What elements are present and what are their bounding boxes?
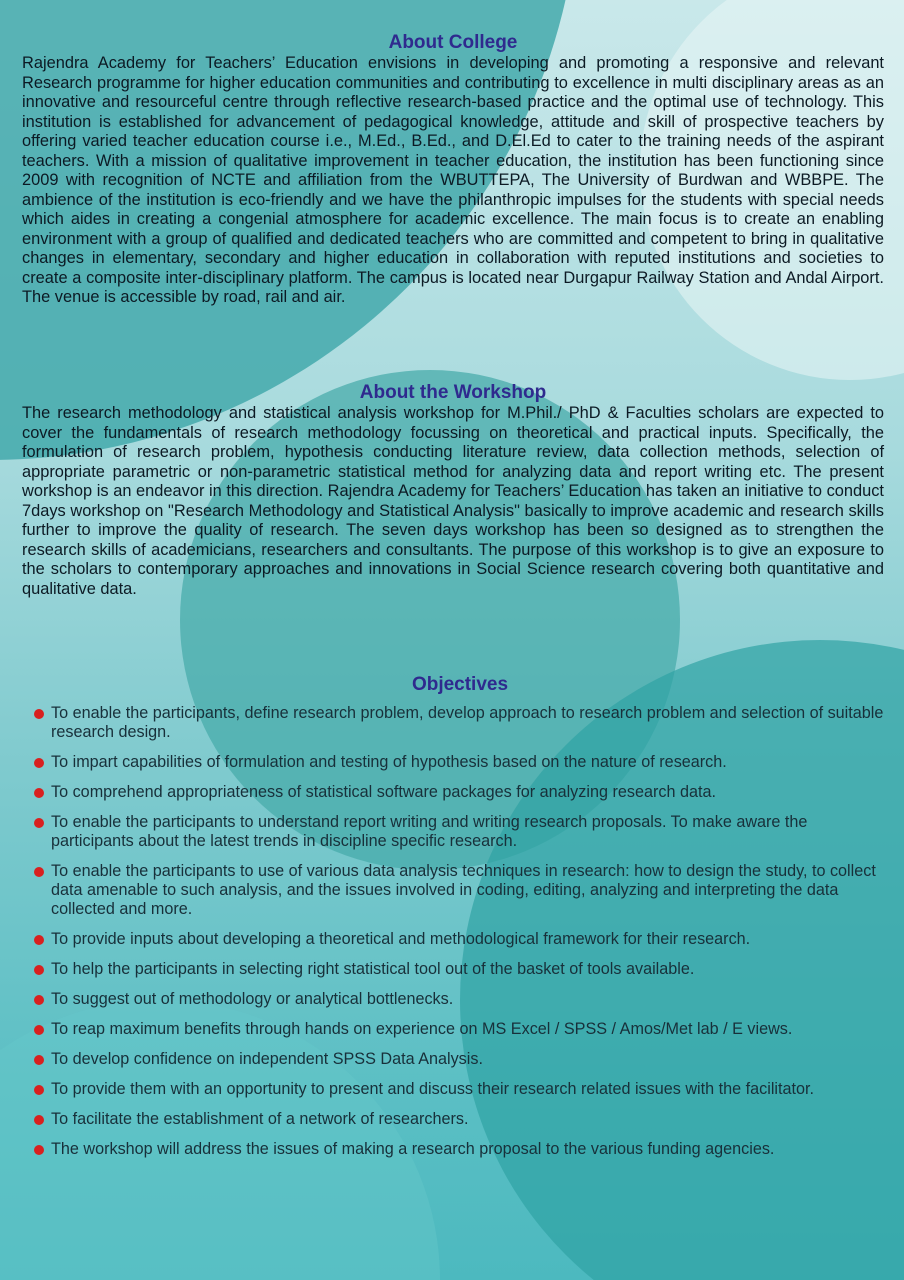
about-workshop-heading: About the Workshop	[359, 382, 547, 403]
objective-item	[30, 960, 890, 979]
bullet-icon	[34, 1085, 44, 1095]
bullet-icon	[34, 1025, 44, 1035]
bullet-icon	[34, 1145, 44, 1155]
objective-item	[30, 862, 890, 919]
bullet-icon	[34, 788, 44, 798]
objectives-list	[30, 704, 890, 1159]
about-college-text: Rajendra Academy for Teachers’ Education envisions in developing and promoting a responsive and relevant Research programme for higher education communities and contributing to excellence in multi disciplinary areas as an innovative and resourceful centre through reflective research-based practice and the optimal use of technology. This institution is established for advancement of pedagogical knowledge, attitude and skill of prospective teachers by offering varied teacher education course i.e., M.Ed., B.Ed., and D.El.Ed to cater to the training needs of the aspirant teachers. With a mission of qualitative improvement in teacher education, the institution has been functioning since 2009 with recognition of NCTE and affiliation from the WBUTTEPA, The University of Burdwan and WBBPE. The ambience of the institution is eco-friendly and we have the philanthropic impulses for the students with special needs which aides in creating a congenial atmosphere for academic excellence. The main focus is to create an enabling environment with a group of qualified and dedicated teachers who are committed and competent to bring in qualitative changes in elementary, secondary and higher education in collaboration with reputed institutions and societies to create a composite inter-disciplinary platform. The campus is located near Durgapur Railway Station and Andal Airport. The venue is accessible by road, rail and air.	[22, 54, 884, 306]
objectives-section	[30, 674, 890, 1170]
objective-text: To enable the participants, define research problem, develop approach to research problem and selection of suitable research design.	[51, 704, 884, 741]
objective-text: To comprehend appropriateness of statistical software packages for analyzing research data.	[51, 783, 716, 801]
objective-text: To provide inputs about developing a theoretical and methodological framework for their research.	[51, 930, 751, 948]
objective-item	[30, 1020, 890, 1039]
objective-text: To suggest out of methodology or analytical bottlenecks.	[51, 990, 454, 1008]
bullet-icon	[34, 867, 44, 877]
about-workshop-section	[22, 382, 884, 599]
about-workshop-text: The research methodology and statistical analysis workshop for M.Phil./ PhD & Faculties scholars are expected to cover the fundamentals of research methodology focussing on theoretical and practical inputs. Specifically, the formulation of research problem, hypothesis conducting literature review, data collection methods, selection of appropriate parametric or non-parametric statistical method for analyzing data and report writing etc. The present workshop is an endeavor in this direction. Rajendra Academy for Teachers’ Education has taken an initiative to conduct 7days workshop on "Research Methodology and Statistical Analysis" basically to improve academic and research skills further to improve the quality of research. The seven days workshop has been so designed as to strengthen the research skills of academicians, researchers and consultants. The purpose of this workshop is to give an exposure to the scholars to contemporary approaches and innovations in Social Science research covering both quantitative and qualitative data.	[22, 404, 884, 598]
objective-item	[30, 813, 890, 851]
objective-item	[30, 1140, 890, 1159]
bullet-icon	[34, 1115, 44, 1125]
bullet-icon	[34, 1055, 44, 1065]
objective-item	[30, 930, 890, 949]
objective-item	[30, 783, 890, 802]
bullet-icon	[34, 965, 44, 975]
objective-text: To provide them with an opportunity to present and discuss their research related issues with the facilitator.	[51, 1080, 815, 1098]
objective-item	[30, 990, 890, 1009]
about-college-heading: About College	[388, 32, 518, 53]
bullet-icon	[34, 818, 44, 828]
objective-text: To impart capabilities of formulation and testing of hypothesis based on the nature of research.	[51, 753, 727, 771]
objective-text: To reap maximum benefits through hands on experience on MS Excel / SPSS / Amos/Met lab / E views.	[51, 1020, 793, 1038]
bullet-icon	[34, 935, 44, 945]
objective-text: To enable the participants to understand report writing and writing research proposals. To make aware the participants about the latest trends in discipline specific research.	[51, 813, 808, 850]
about-college-section	[22, 32, 884, 308]
objective-item	[30, 1080, 890, 1099]
bullet-icon	[34, 995, 44, 1005]
objective-text: To facilitate the establishment of a network of researchers.	[51, 1110, 469, 1128]
objective-text: To develop confidence on independent SPSS Data Analysis.	[51, 1050, 483, 1068]
objective-item	[30, 1050, 890, 1069]
objective-text: To enable the participants to use of various data analysis techniques in research: how to design the study, to collect data amenable to such analysis, and the issues involved in coding, editing, analyzing and interpreting the data collected and more.	[51, 862, 876, 918]
objective-item	[30, 753, 890, 772]
objective-item	[30, 1110, 890, 1129]
objective-text: The workshop will address the issues of making a research proposal to the various funding agencies.	[51, 1140, 775, 1158]
objective-text: To help the participants in selecting right statistical tool out of the basket of tools available.	[51, 960, 695, 978]
bullet-icon	[34, 758, 44, 768]
objective-item	[30, 704, 890, 742]
bullet-icon	[34, 709, 44, 719]
objectives-heading: Objectives	[411, 674, 509, 695]
